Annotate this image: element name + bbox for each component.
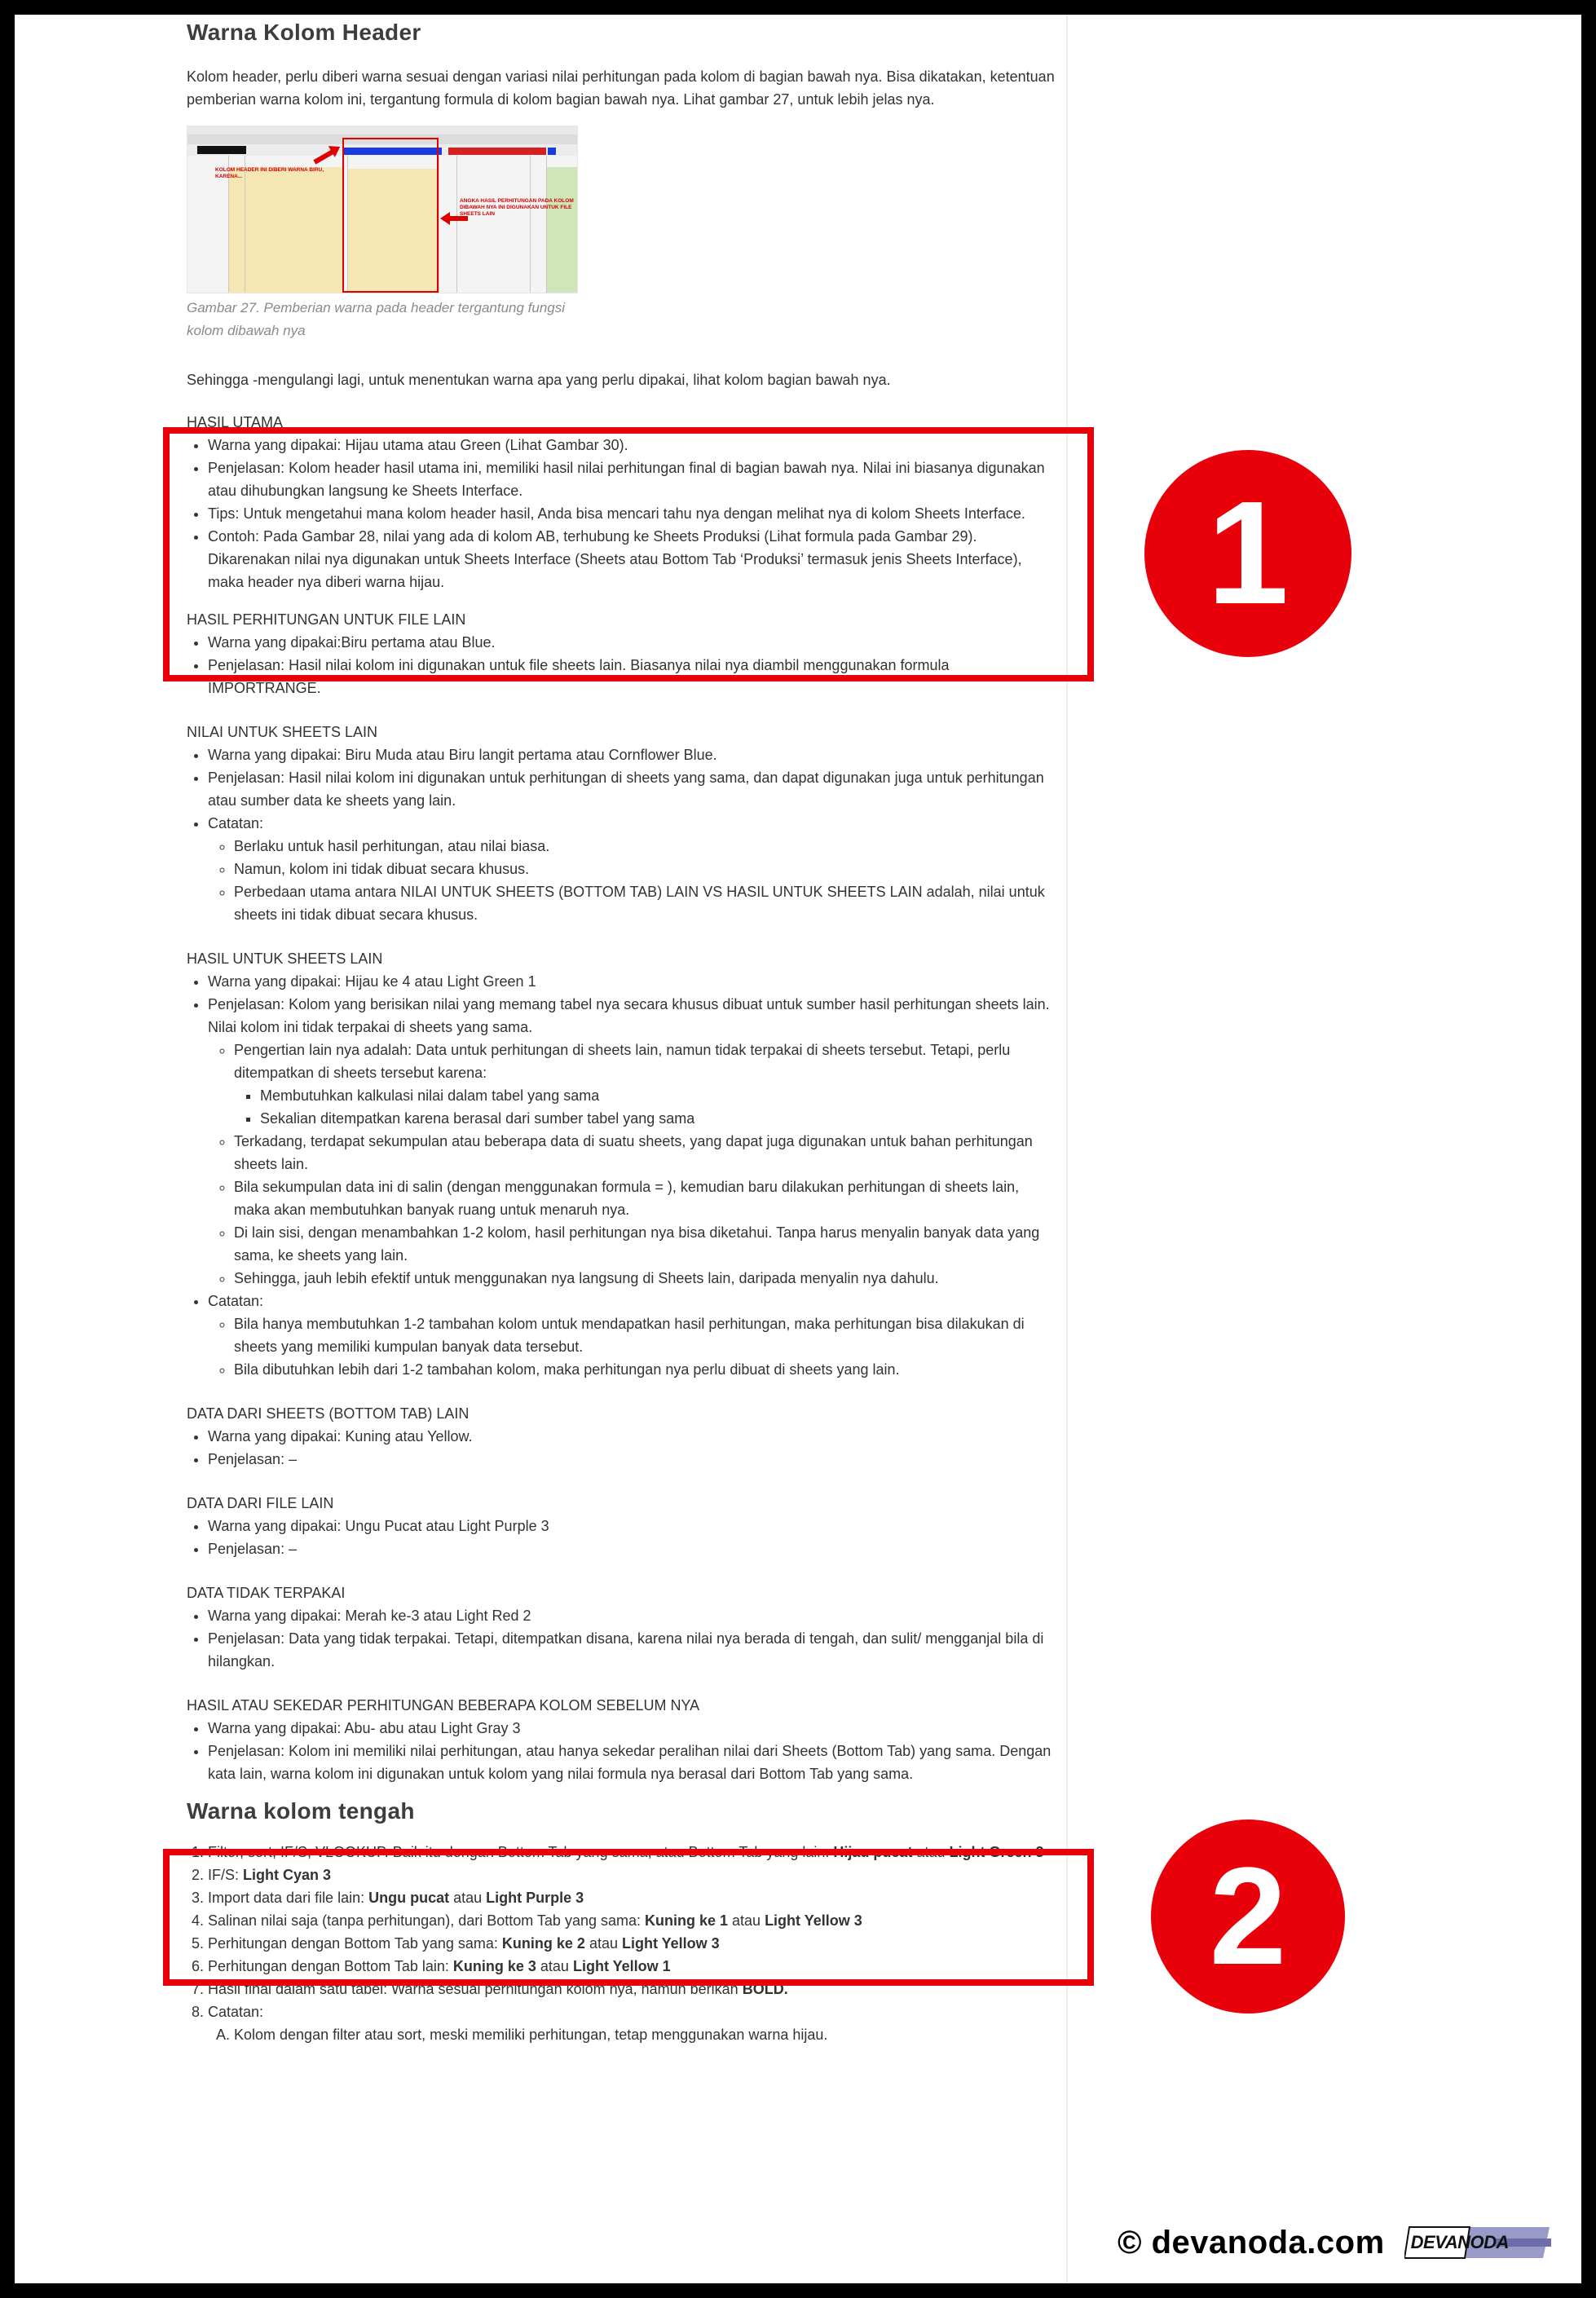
heading-data-file-lain: DATA DARI FILE LAIN — [187, 1495, 334, 1511]
list-data-file-lain — [208, 1515, 1055, 1560]
figure-label-right: ANGKA HASIL PERHITUNGAN PADA KOLOM DIBAWAH NYA INI DIGUNAKAN UNTUK FILE SHEETS LAIN — [460, 198, 574, 217]
sublist-item: ◦ Berlaku untuk hasil perhitungan, atau nilai biasa. — [234, 835, 1055, 858]
sublist-item: ◦ Terkadang, terdapat sekumpulan atau beberapa data di suatu sheets, yang dapat juga digunakan untuk bahan perhitungan sheets lain. — [234, 1130, 1055, 1175]
sublist-item: ◦ Bila hanya membutuhkan 1-2 tambahan kolom untuk mendapatkan hasil perhitungan, maka perhitungan bisa dilakukan di sheets yang memiliki kumpulan banyak data tersebut. — [234, 1312, 1055, 1358]
sublist — [234, 1039, 1055, 1290]
item-bold: Light Cyan 3 — [243, 1867, 332, 1883]
list-item — [208, 1290, 1055, 1381]
item-bold: BOLD. — [742, 1981, 788, 1997]
devanoda-logo-icon — [1404, 2221, 1555, 2265]
item-bold: Hijau pucat — [833, 1844, 913, 1860]
item-text: atau — [536, 1958, 573, 1974]
sublist — [234, 835, 1055, 926]
sub-sublist-item: ▪ Sekalian ditempatkan karena berasal dari sumber tabel yang sama — [260, 1107, 1055, 1130]
sublist-item-label: Pengertian lain nya adalah: Data untuk perhitungan di sheets lain, namun tidak terpakai di sheets tersebut. Tetapi, perlu ditempatkan di sheets tersebut karena: — [234, 1042, 1011, 1081]
item-bold: Light Yellow 3 — [765, 1912, 862, 1929]
figure-27-image[interactable] — [187, 126, 578, 293]
list-item: • Warna yang dipakai: Ungu Pucat atau Light Purple 3 — [208, 1515, 1055, 1537]
item-text: Perhitungan dengan Bottom Tab lain: — [208, 1958, 453, 1974]
item-text: Salinan nilai saja (tanpa perhitungan), dari Bottom Tab yang sama: — [208, 1912, 645, 1929]
item-bold: Kuning ke 1 — [645, 1912, 729, 1929]
after-figure-text: Sehingga -mengulangi lagi, untuk menentukan warna apa yang perlu dipakai, lihat kolom bagian bawah nya. — [187, 372, 891, 388]
item-text: atau — [912, 1844, 950, 1860]
list-hasil-sheets-lain — [208, 970, 1055, 1381]
highlight-box-1 — [163, 427, 1094, 681]
sublist — [234, 2023, 1055, 2046]
list-item: • Warna yang dipakai: Biru Muda atau Biru langit pertama atau Cornflower Blue. — [208, 743, 1055, 766]
list-item: • Penjelasan: Kolom header hasil utama ini, memiliki hasil nilai perhitungan final di bagian bawah nya. Nilai ini biasanya digunakan atau dihubungkan langsung ke Sheets Interface. — [208, 457, 1055, 502]
item-bold: Light Purple 3 — [486, 1890, 584, 1906]
item-text: Filter, sort, IF/S, VLOOKUP. Baik itu dengan Bottom Tab yang sama, atau Bottom Tab yang lain: — [208, 1844, 834, 1860]
badge-number-1: 1 — [1144, 450, 1351, 657]
list-item: • Penjelasan: – — [208, 1537, 1055, 1560]
sub-sublist-item: ▪ Membutuhkan kalkulasi nilai dalam tabel yang sama — [260, 1084, 1055, 1107]
heading-hasil-sekedar: HASIL ATAU SEKEDAR PERHITUNGAN BEBERAPA KOLOM SEBELUM NYA — [187, 1697, 700, 1714]
figure-27 — [187, 126, 1055, 342]
sublist-item: ◦ Bila dibutuhkan lebih dari 1-2 tambahan kolom, maka perhitungan nya perlu dibuat di sheets yang lain. — [234, 1358, 1055, 1381]
sublist — [234, 1312, 1055, 1381]
badge-number-2: 2 — [1151, 1819, 1345, 2014]
sublist-item: ◦ Bila sekumpulan data ini di salin (dengan menggunakan formula = ), kemudian baru dilakukan perhitungan di sheets lain, maka akan membutuhkan banyak ruang untuk menaruh nya. — [234, 1175, 1055, 1221]
sublist-item: ◦ Sehingga, jauh lebih efektif untuk menggunakan nya langsung di Sheets lain, daripada menyalin nya dahulu. — [234, 1267, 1055, 1290]
article-content — [187, 15, 1055, 2046]
heading-data-sheets-lain: DATA DARI SHEETS (BOTTOM TAB) LAIN — [187, 1405, 470, 1422]
item-bold: Light Yellow 3 — [621, 1935, 720, 1952]
item-text: atau — [449, 1890, 487, 1906]
item-bold: Light Green 3 — [949, 1844, 1044, 1860]
watermark — [1118, 2217, 1555, 2268]
sublist-item: ◦ Perbedaan utama antara NILAI UNTUK SHEETS (BOTTOM TAB) LAIN VS HASIL UNTUK SHEETS LAIN adalah, nilai untuk sheets ini tidak dibuat secara khusus. — [234, 880, 1055, 926]
sub-sublist — [260, 1084, 1055, 1130]
list-item-label: Catatan: — [208, 815, 264, 831]
list-item: • Penjelasan: Kolom ini memiliki nilai perhitungan, atau hanya sekedar peralihan nilai dari Sheets (Bottom Tab) yang sama. Dengan kata lain, warna kolom ini digunakan untuk kolom yang nilai formula nya berasal dari Bottom Tab yang sama. — [208, 1740, 1055, 1785]
heading-data-tidak-terpakai: DATA TIDAK TERPAKAI — [187, 1585, 346, 1601]
figure-label-left: KOLOM HEADER INI DIBERI WARNA BIRU, KARENA... — [215, 167, 324, 179]
section-title-middle-colors: Warna kolom tengah — [187, 1798, 415, 1824]
list-item — [208, 812, 1055, 926]
list-item — [208, 2000, 1055, 2046]
list-item: • Contoh: Pada Gambar 28, nilai yang ada di kolom AB, terhubung ke Sheets Produksi (Lihat formula pada Gambar 29). Dikarenakan nilai nya digunakan untuk Sheets Interface (Sheets atau Bottom Tab ‘Produksi’ termasuk jenis Sheets Interface), maka header nya diberi warna hijau. — [208, 525, 1055, 593]
item-bold: Light Yellow 1 — [572, 1958, 671, 1974]
list-item — [208, 993, 1055, 1290]
watermark-text: © devanoda.com — [1118, 2224, 1385, 2261]
list-item: • Warna yang dipakai:Biru pertama atau Blue. — [208, 631, 1055, 654]
list-item: • Penjelasan: – — [208, 1448, 1055, 1471]
list-item: • Penjelasan: Hasil nilai kolom ini digunakan untuk perhitungan di sheets yang sama, dan dapat digunakan juga untuk perhitungan atau sumber data ke sheets yang lain. — [208, 766, 1055, 812]
list-hasil-sekedar — [208, 1717, 1055, 1785]
list-item: • Penjelasan: Hasil nilai kolom ini digunakan untuk file sheets lain. Biasanya nilai nya diambil menggunakan formula IMPORTRANGE. — [208, 654, 1055, 699]
item-text: Catatan: — [208, 2004, 264, 2020]
heading-hasil-file-lain: HASIL PERHITUNGAN UNTUK FILE LAIN — [187, 611, 466, 628]
section-intro: Kolom header, perlu diberi warna sesuai dengan variasi nilai perhitungan pada kolom di bagian bawah nya. Bisa dikatakan, ketentuan pemberian warna kolom ini, tergantung formula di kolom bagian bawah nya. Lihat gambar 27, untuk lebih jelas nya. — [187, 68, 1055, 108]
item-text: atau — [728, 1912, 765, 1929]
item-bold: Kuning ke 2 — [501, 1935, 585, 1952]
sublist-item: ◦ Di lain sisi, dengan menambahkan 1-2 kolom, hasil perhitungan nya bisa diketahui. Tanpa harus menyalin banyak data yang sama, ke sheets yang lain. — [234, 1221, 1055, 1267]
list-data-sheets-lain — [208, 1425, 1055, 1471]
item-bold: Ungu pucat — [368, 1890, 450, 1906]
item-text: IF/S: — [208, 1867, 244, 1883]
heading-hasil-utama: HASIL UTAMA — [187, 414, 284, 430]
list-item: • Warna yang dipakai: Kuning atau Yellow. — [208, 1425, 1055, 1448]
list-data-tidak-terpakai — [208, 1604, 1055, 1673]
item-text: atau — [584, 1935, 622, 1952]
list-item-label: Catatan: — [208, 1293, 264, 1309]
highlight-box-2 — [163, 1849, 1094, 1986]
list-item: • Warna yang dipakai: Hijau utama atau Green (Lihat Gambar 30). — [208, 434, 1055, 457]
figure-27-caption: Gambar 27. Pemberian warna pada header tergantung fungsi kolom dibawah nya — [187, 300, 566, 338]
list-nilai-sheets-lain — [208, 743, 1055, 926]
sublist-item: A. Kolom dengan filter atau sort, meski memiliki perhitungan, tetap menggunakan warna hijau. — [234, 2023, 1055, 2046]
sublist-item — [234, 1039, 1055, 1130]
sublist-item: ◦ Namun, kolom ini tidak dibuat secara khusus. — [234, 858, 1055, 880]
list-item: • Tips: Untuk mengetahui mana kolom header hasil, Anda bisa mencari tahu nya dengan melihat nya di kolom Sheets Interface. — [208, 502, 1055, 525]
item-text: Hasil final dalam satu tabel: Warna sesuai perhitungan kolom nya, namun berikan — [208, 1981, 743, 1997]
list-item: • Warna yang dipakai: Merah ke-3 atau Light Red 2 — [208, 1604, 1055, 1627]
item-text: Perhitungan dengan Bottom Tab yang sama: — [208, 1935, 502, 1952]
list-item: • Warna yang dipakai: Abu- abu atau Light Gray 3 — [208, 1717, 1055, 1740]
list-item: • Penjelasan: Data yang tidak terpakai. Tetapi, ditempatkan disana, karena nilai nya berada di tengah, dan sulit/ mengganjal bila di hilangkan. — [208, 1627, 1055, 1673]
item-text: Import data dari file lain: — [208, 1890, 369, 1906]
heading-nilai-sheets-lain: NILAI UNTUK SHEETS LAIN — [187, 724, 378, 740]
list-item: • Warna yang dipakai: Hijau ke 4 atau Light Green 1 — [208, 970, 1055, 993]
page-frame — [15, 15, 1581, 2283]
logo-text: DEVANODA — [1410, 2232, 1509, 2252]
list-item-label: Penjelasan: Kolom yang berisikan nilai yang memang tabel nya secara khusus dibuat untuk sumber hasil perhitungan sheets lain. Nilai kolom ini tidak terpakai di sheets yang sama. — [208, 996, 1050, 1035]
item-bold: Kuning ke 3 — [452, 1958, 536, 1974]
heading-hasil-sheets-lain: HASIL UNTUK SHEETS LAIN — [187, 951, 383, 967]
section-title-header-colors: Warna Kolom Header — [187, 20, 421, 45]
